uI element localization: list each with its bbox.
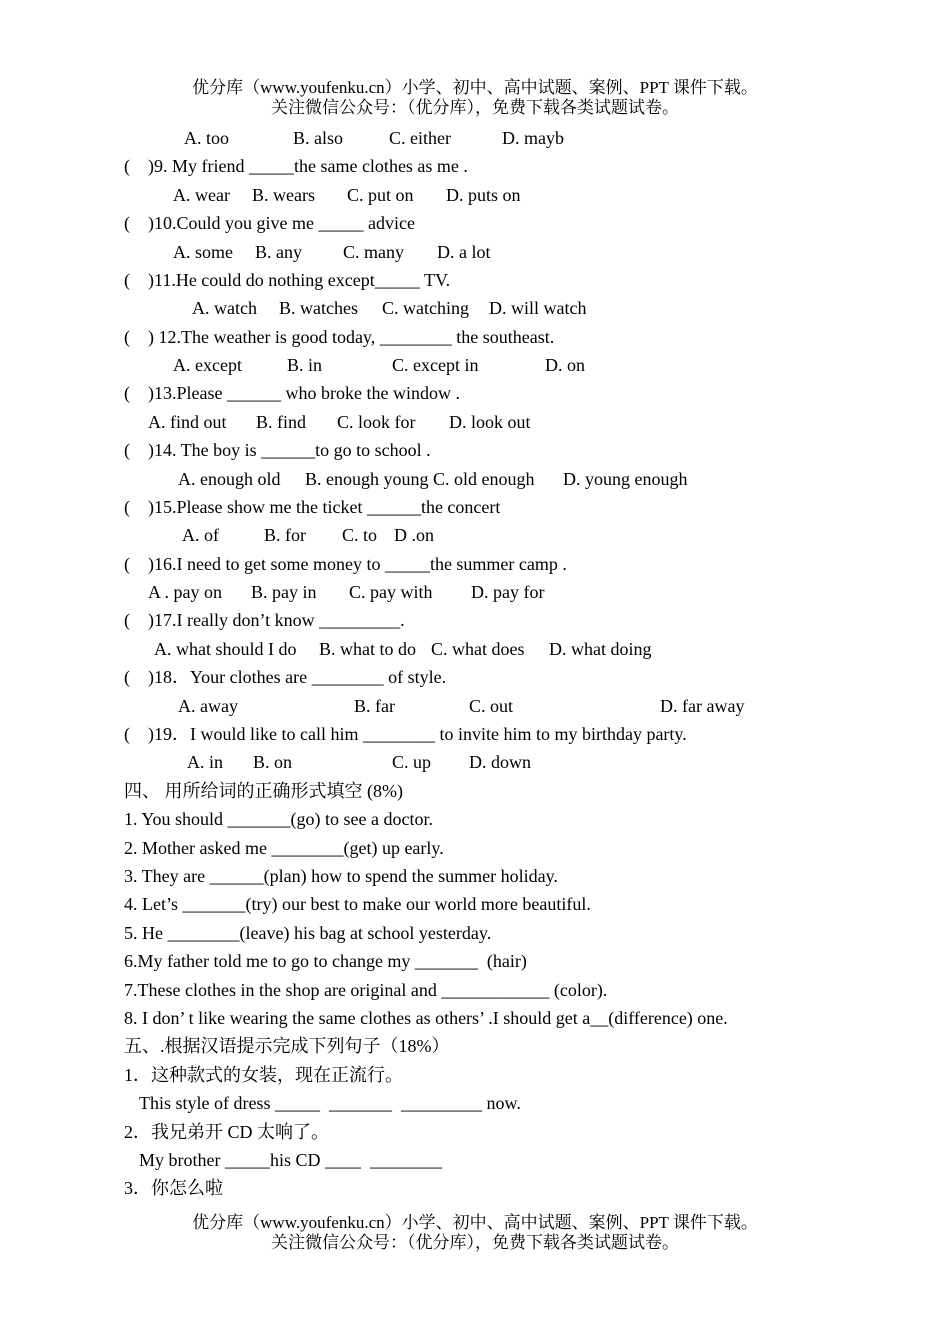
option-d: D. will watch xyxy=(489,298,587,318)
option-d: D. far away xyxy=(660,696,745,716)
translate-answer-2: My brother _____his CD ____ ________ xyxy=(139,1150,442,1170)
option-b: B. in xyxy=(287,355,323,375)
option-d: D. look out xyxy=(449,412,531,432)
fill-item-7: 7.These clothes in the shop are original and ____________ (color). xyxy=(124,980,608,1000)
page-header-line-2: 关注微信公众号：（优分库），免费下载各类试题试卷。 xyxy=(271,98,679,117)
option-a: A . pay on xyxy=(148,582,222,602)
option-d: D. young enough xyxy=(563,469,688,489)
option-a: A. enough old xyxy=(178,469,281,489)
question-10-stem: ( )10.Could you give me _____ advice xyxy=(124,213,415,233)
page-footer-line-2: 关注微信公众号：（优分库），免费下载各类试题试卷。 xyxy=(271,1233,679,1252)
option-c: C. many xyxy=(343,242,404,262)
option-b: B. watches xyxy=(279,298,358,318)
option-c: C. to xyxy=(342,525,378,545)
option-d: D. pay for xyxy=(471,582,545,602)
option-b: B. on xyxy=(253,752,293,772)
fill-item-1: 1. You should _______(go) to see a doctor. xyxy=(124,809,433,829)
translate-prompt-1: 1．这种款式的女装，现在正流行。 xyxy=(124,1065,403,1085)
option-b: B. also xyxy=(293,128,344,148)
option-d: D. a lot xyxy=(437,242,491,262)
question-17-stem: ( )17.I really don’t know _________. xyxy=(124,610,405,630)
option-d: D. down xyxy=(469,752,531,772)
translate-prompt-3: 3．你怎么啦 xyxy=(124,1178,223,1198)
option-c: C. what does xyxy=(431,639,525,659)
option-a: A. what should I do xyxy=(154,639,297,659)
option-d: D. puts on xyxy=(446,185,521,205)
section-4-title: 四、 用所给词的正确形式填空 (8%) xyxy=(124,781,403,801)
fill-item-4: 4. Let’s _______(try) our best to make our world more beautiful. xyxy=(124,894,591,914)
fill-item-8: 8. I don’ t like wearing the same clothes as others’ .I should get a__(difference) one. xyxy=(124,1008,728,1028)
fill-item-5: 5. He ________(leave) his bag at school yesterday. xyxy=(124,923,492,943)
question-15-stem: ( )15.Please show me the ticket ______the concert xyxy=(124,497,501,517)
fill-item-3: 3. They are ______(plan) how to spend the summer holiday. xyxy=(124,866,558,886)
option-b: B. pay in xyxy=(251,582,317,602)
option-c: C. look for xyxy=(337,412,416,432)
option-c: C. except in xyxy=(392,355,479,375)
question-16-stem: ( )16.I need to get some money to _____the summer camp . xyxy=(124,554,567,574)
option-b: B. what to do xyxy=(319,639,416,659)
option-b: B. wears xyxy=(252,185,315,205)
question-11-stem: ( )11.He could do nothing except_____ TV. xyxy=(124,270,451,290)
section-5-title: 五、.根据汉语提示完成下列句子（18%） xyxy=(124,1036,450,1056)
option-c: C. out xyxy=(469,696,514,716)
fill-item-6: 6.My father told me to go to change my _______ (hair) xyxy=(124,951,527,971)
page-footer-line-1: 优分库（www.youfenku.cn）小学、初中、高中试题、案例、PPT 课件下载。 xyxy=(192,1213,758,1232)
option-b: B. any xyxy=(255,242,302,262)
translate-prompt-2: 2．我兄弟开 CD 太响了。 xyxy=(124,1122,330,1142)
option-b: B. find xyxy=(256,412,307,432)
option-d: D. mayb xyxy=(502,128,564,148)
option-a: A. too xyxy=(184,128,229,148)
option-a: A. wear xyxy=(173,185,230,205)
option-c: C. up xyxy=(392,752,432,772)
question-13-stem: ( )13.Please ______ who broke the window . xyxy=(124,383,460,403)
question-18-stem: ( )18．Your clothes are ________ of style. xyxy=(124,667,447,687)
question-19-stem: ( )19．I would like to call him ________ to invite him to my birthday party. xyxy=(124,724,687,744)
option-d: D. on xyxy=(545,355,585,375)
option-d: D. what doing xyxy=(549,639,652,659)
option-c: C. pay with xyxy=(349,582,433,602)
option-b: B. for xyxy=(264,525,306,545)
option-a: A. except xyxy=(173,355,242,375)
option-d: D .on xyxy=(394,525,434,545)
question-12-stem: ( ) 12.The weather is good today, ________ the southeast. xyxy=(124,327,555,347)
option-a: A. watch xyxy=(192,298,257,318)
fill-item-2: 2. Mother asked me ________(get) up early. xyxy=(124,838,444,858)
option-a: A. find out xyxy=(148,412,227,432)
question-9-stem: ( )9. My friend _____the same clothes as me . xyxy=(124,156,468,176)
option-c: C. either xyxy=(389,128,451,148)
translate-answer-1: This style of dress _____ _______ _________ now. xyxy=(139,1093,521,1113)
option-a: A. away xyxy=(178,696,238,716)
page-header-line-1: 优分库（www.youfenku.cn）小学、初中、高中试题、案例、PPT 课件下载。 xyxy=(192,78,758,97)
option-b: B. far xyxy=(354,696,395,716)
option-a: A. in xyxy=(187,752,223,772)
option-b-c: B. enough young C. old enough xyxy=(305,469,535,489)
question-14-stem: ( )14. The boy is ______to go to school . xyxy=(124,440,431,460)
option-a: A. some xyxy=(173,242,233,262)
option-a: A. of xyxy=(182,525,219,545)
option-c: C. put on xyxy=(347,185,414,205)
option-c: C. watching xyxy=(382,298,469,318)
